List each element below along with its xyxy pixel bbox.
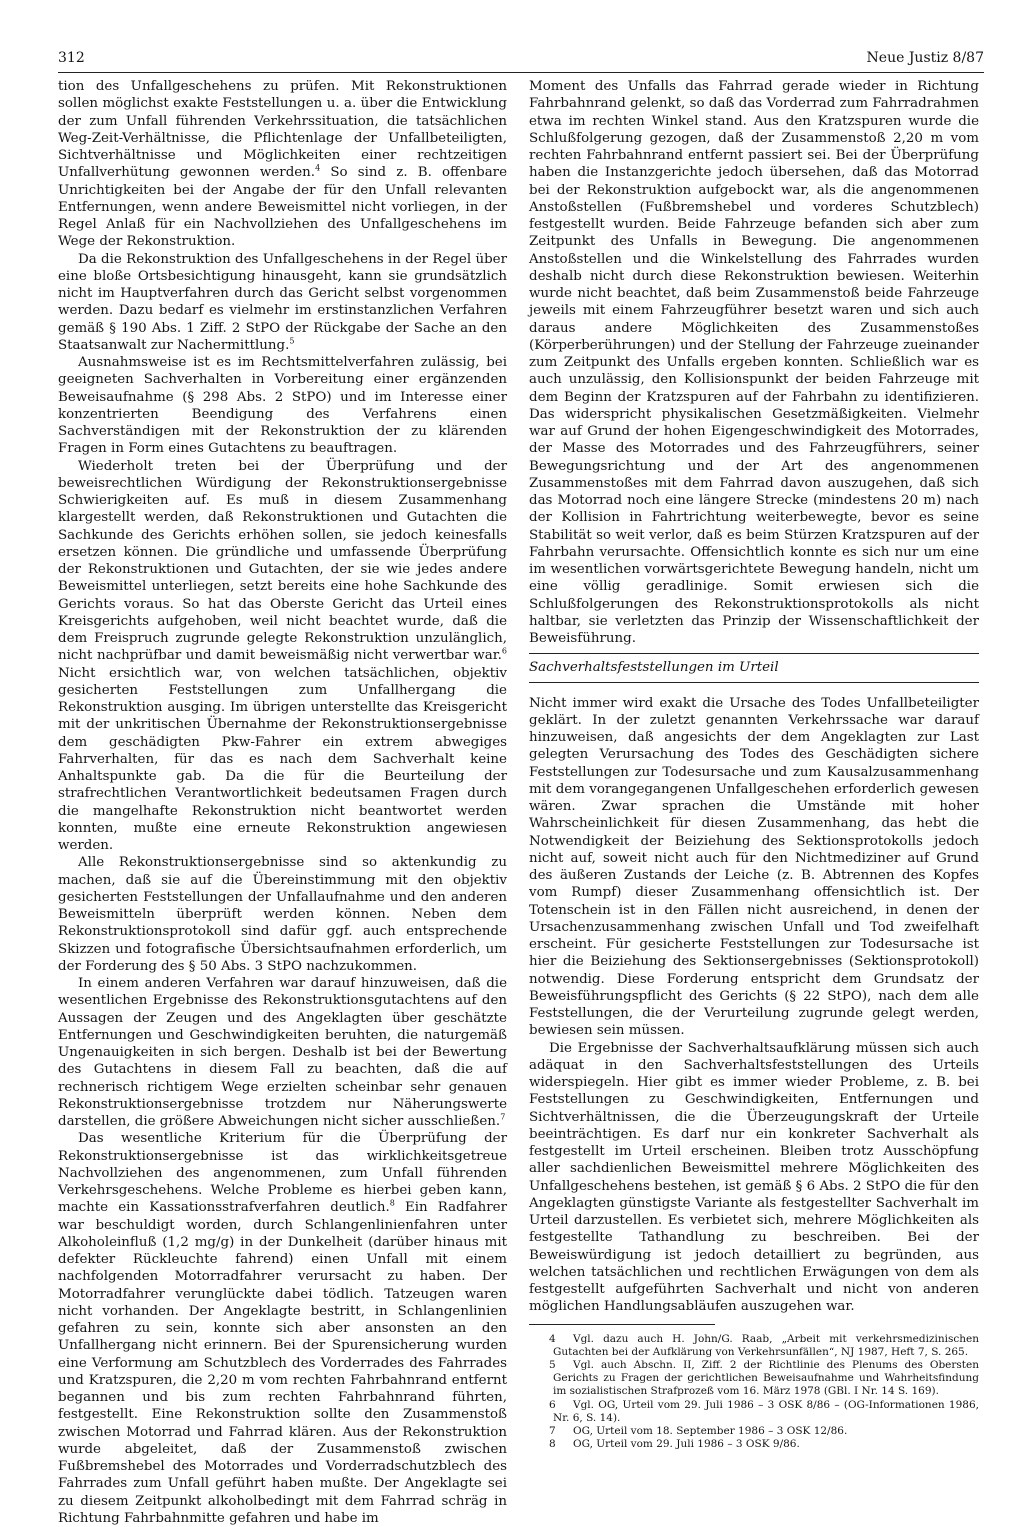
footnote-ref: 5 [289, 336, 295, 346]
footnote: 4 Vgl. dazu auch H. John/G. Raab, „Arbeit mit verkehrsmedizinischen Gutachten bei der Aufklärung von Verkehrsunfällen“, NJ 1987, Heft 7, S. 265. [549, 1332, 979, 1358]
footnote-ref: 8 [389, 1198, 395, 1208]
header-rule [58, 72, 984, 73]
footnote-separator [529, 1324, 715, 1325]
right-column [529, 78, 979, 1451]
footnote-ref: 4 [315, 163, 321, 173]
paragraph: Alle Rekonstruktionsergebnisse sind so aktenkundig zu machen, daß sie auf die Übereinstimmung mit den objektiv gesicherten Feststellungen der Unfallaufnahme und den anderen Beweismitteln überprüft werden können. Neben dem Rekonstruktionsprotokoll sind dafür ggf. auch entsprechende Skizzen und fotografische Übersichtsaufnahmen erforderlich, um der Forderung des § 50 Abs. 3 StPO nachzukommen. [58, 855, 507, 974]
section-heading-box [529, 653, 979, 682]
paragraph: Wiederholt treten bei der Überprüfung und der beweisrechtlichen Würdigung der Rekonstruktionsergebnisse Schwierigkeiten auf. Es muß in diesem Zusammenhang klargestellt werden, daß Rekonstruktionen und Gutachten die Sachkunde des Gerichts erhöhen sollen, sie jedoch keinesfalls ersetzen können. Die gründliche und umfassende Überprüfung der Rekonstruktionen und Gutachten, der sie wie jedes andere Beweismittel unterliegen, setzt bereits eine hohe Sachkunde des Gerichts voraus. So hat das Oberste Gericht das Urteil eines Kreisgerichts aufgehoben, weil nicht beachtet wurde, daß die dem Freispruch zugrunde gelegte Rekonstruktion unzulänglich, nicht nachprüfbar und damit beweismäßig nicht verwertbar war.$^6$ Nicht ersichtlich war, von welchen tatsächlichen, objektiv gesicherten Feststellungen zum Unfallhergang die Rekonstruktion ausging. Im übrigen unterstellte das Kreisgericht mit der unkritischen Übernahme der Rekonstruktionsergebnisse dem geschädigten Pkw-Fahrer ein extrem abwegiges Fahrverhalten, für das es nach dem Sachverhalt keine Anhaltspunkte gab. Da die für die Beurteilung der strafrechtlichen Verantwortlichkeit bedeutsamen Fragen durch die mangelhafte Rekonstruktion nicht beantwortet werden konnten, mußte eine erneute Rekonstruktion angewiesen werden. [58, 458, 507, 853]
paragraph: Die Ergebnisse der Sachverhaltsaufklärung müssen sich auch adäquat in den Sachverhaltsfeststellungen des Urteils widerspiegeln. Hier gibt es immer wieder Probleme, z. B. bei Feststellungen zu Geschwindigkeiten, Entfernungen und Sichtverhältnissen, die die Überzeugungskraft der Urteile beeinträchtigen. Es darf nur ein konkreter Sachverhalt als festgestellt im Urteil erscheinen. Bleiben trotz Ausschöpfung aller sachdienlichen Beweismittel mehrere Möglichkeiten des Unfallgeschehens bestehen, ist gemäß § 6 Abs. 2 StPO die für den Angeklagten günstigste Variante als festgestellter Sachverhalt im Urteil darzustellen. Es verbietet sich, mehrere Möglichkeiten als festgestellte Tathandlung zu beschreiben. Bei der Beweiswürdigung ist jedoch detailliert zu begründen, aus welchen tatsächlichen und rechtlichen Erwägungen von dem als festgestellt aufgeführten Sachverhalt und nicht von anderen möglichen Handlungsabläufen auszugehen war. [529, 1040, 979, 1315]
footnote-ref: 6 [501, 646, 507, 656]
paragraph: tion des Unfallgeschehens zu prüfen. Mit Rekonstruktionen sollen möglichst exakte Feststellungen u. a. über die Entwicklung der zum Unfall führenden Verkehrssituation, die tatsächlichen Weg-Zeit-Verhältnisse, die Pflichtenlage der Unfallbeteiligten, Sichtverhältnisse und Möglichkeiten einer rechtzeitigen Unfallverhütung gewonnen werden.$^4$ So sind z. B. offenbare Unrichtigkeiten bei der Angabe der für den Unfall relevanten Entfernungen, wenn andere Beweismittel nicht vorliegen, in der Regel Anlaß für ein Nachvollziehen des Unfallgeschehens im Wege der Rekonstruktion. [58, 79, 508, 250]
paragraph: Moment des Unfalls das Fahrrad gerade wieder in Richtung Fahrbahnrand gelenkt, so daß das Vorderrad zum Fahrradrahmen etwa im rechten Winkel stand. Aus den Kratzspuren wurde die Schlußfolgerung gezogen, daß der Zusammenstoß 2,20 m vom rechten Fahrbahnrand entfernt passiert sei. Bei der Überprüfung haben die Instanzgerichte jedoch übersehen, daß das Motorrad bei der Rekonstruktion aufgebockt war, als die angenommenen Anstoßstellen (Fußbremshebel und vorderes Schutzblech) festgestellt wurden. Beide Fahrzeuge befanden sich aber zum Zeitpunkt des Unfalls in Bewegung. Die angenommenen Anstoßstellen und die Winkelstellung des Fahrrades wurden deshalb nicht durch diese Rekonstruktion bewiesen. Weiterhin wurde nicht beachtet, daß beim Zusammenstoß beide Fahrzeuge jeweils mit einem Fahrzeugführer besetzt waren und sich auch daraus andere Möglichkeiten des Zusammenstoßes (Körperberührungen) und der Stellung der Fahrzeuge zueinander zum Zeitpunkt des Unfalls ergeben konnten. Schließlich war es auch unzulässig, den Kollisionspunkt der beiden Fahrzeuge mit dem Beginn der Kratzspuren auf der Fahrbahn zu identifizieren. Das widerspricht physikalischen Gesetzmäßigkeiten. Vielmehr war auf Grund der hohen Eigengeschwindigkeit des Motorrades, der Masse des Motorrades und des Fahrzeugführers, seiner Bewegungsrichtung und der Art des angenommenen Zusammenstoßes mit dem Fahrrad davon auszugehen, daß sich das Motorrad noch eine längere Strecke (mindestens 20 m) nach der Kollision in Fahrtrichtung weiterbewegte, bevor es seine Stabilität so weit verlor, daß es beim Stürzen Kratzspuren auf der Fahrbahn verursachte. Offensichtlich konnte es sich nur um eine im wesentlichen vorwärtsgerichtete Bewegung handeln, nicht um eine völlig geradlinige. Somit erwiesen sich die Schlußfolgerungen des Rekonstruktionsprotokolls als nicht haltbar, sie verletzten das Prinzip der Wissenschaftlichkeit der Beweisführung. [529, 79, 979, 646]
footnote: 7 OG, Urteil vom 18. September 1986 – 3 OSK 12/86. [549, 1424, 848, 1437]
paragraph: In einem anderen Verfahren war darauf hinzuweisen, daß die wesentlichen Ergebnisse des Rekonstruktionsgutachtens auf den Aussagen der Zeugen und des Angeklagten über geschätzte Entfernungen und Geschwindigkeiten beruhten, die naturgemäß Ungenauigkeiten in sich bergen. Deshalb ist bei der Bewertung des Gutachtens in diesem Fall zu beachten, daß die auf rechnerisch richtigem Wege erzielten scheinbar sehr genauen Rekonstruktionsergebnisse trotzdem nur Näherungswerte darstellen, die größere Abweichungen nicht sicher ausschließen.$^7$ [58, 976, 507, 1129]
paragraph: Da die Rekonstruktion des Unfallgeschehens in der Regel über eine bloße Ortsbesichtigung hinausgeht, kann sie grundsätzlich nicht im Hauptverfahren durch das Gericht selbst vorgenommen werden. Dazu bedarf es vielmehr im erstinstanzlichen Verfahren gemäß § 190 Abs. 1 Ziff. 2 StPO der Rückgabe der Sache an den Staatsanwalt zur Nachermittlung.$^5$ [58, 251, 507, 353]
paragraph: Das wesentliche Kriterium für die Überprüfung der Rekonstruktionsergebnisse ist das wirklichkeitsgetreue Nachvollziehen des angenommenen, zum Unfall führenden Verkehrsgeschehens. Welche Probleme es hierbei geben kann, machte ein Kassationsstrafverfahren deutlich.$^8$ Ein Radfahrer war beschuldigt worden, durch Schlangenlinienfahren unter Alkoholeinfluß (1,2 mg/g) in der Dunkelheit (darüber hinaus mit defekter Rückleuchte fahrend) einen Unfall mit einem nachfolgenden Motorradfahrer verursacht zu haben. Der Motorradfahrer verunglückte dabei tödlich. Tatzeugen waren nicht vorhanden. Der Angeklagte bestritt, in Schlangenlinien gefahren zu sein, konnte sich aber ansonsten an den Unfallhergang nicht erinnern. Bei der Spurensicherung wurden eine Verformung am Schutzblech des Vorderrades des Fahrrades und Kratzspuren, die 2,20 m vom rechten Fahrbahnrand entfernt begannen und bis zum rechten Fahrbahnrand führten, festgestellt. Eine Rekonstruktion sollte den Zusammenstoß zwischen Motorrad und Fahrrad klären. Aus der Rekonstruktion wurde abgeleitet, daß der Zusammenstoß zwischen Fußbremshebel des Motorrades und Vorderradschutzblech des Fahrrades zum Unfall geführt haben mußte. Der Angeklagte sei zu diesem Zeitpunkt alkoholbedingt mit dem Fahrrad schräg in Richtung Fahrbahnmitte gefahren und habe im [58, 1131, 507, 1526]
footnote-ref: 7 [500, 1112, 506, 1122]
page-number: 312 [58, 50, 85, 66]
section-title: Sachverhaltsfeststellungen im Urteil [529, 660, 779, 676]
left-column [58, 78, 507, 1527]
footnote: 6 Vgl. OG, Urteil vom 29. Juli 1986 – 3 OSK 8/86 – (OG-Informationen 1986, Nr. 6, S. 14). [549, 1398, 979, 1424]
paragraph: Nicht immer wird exakt die Ursache des Todes Unfallbeteiligter geklärt. In der zuletzt genannten Verkehrssache war darauf hinzuweisen, daß angesichts der dem Angeklagten zur Last gelegten Verursachung des Todes des Geschädigten sichere Feststellungen zur Todesursache und zum Kausalzusammenhang mit dem vorangegangenen Unfallgeschehen erforderlich gewesen wären. Zwar sprachen die Umstände mit hoher Wahrscheinlichkeit für diesen Zusammenhang, das hebt die Notwendigkeit der Beiziehung des Sektionsprotokolls jedoch nicht auf, soweit nicht auch für den Nichtmediziner auf Grund des äußeren Zustands der Leiche (z. B. Abtrennen des Kopfes vom Rumpf) dieser Zusammenhang offensichtlich ist. Der Totenschein ist in den Fällen nicht ausreichend, in denen der Ursachenzusammenhang zwischen Unfall und Tod zweifelhaft erscheint. Für gesicherte Feststellungen zur Todesursache ist hier die Beiziehung des Sektionsergebnisses (Sektionsprotokoll) notwendig. Diese Forderung entspricht dem Grundsatz der Beweisführungspflicht des Gerichts (§ 22 StPO), nach dem alle Feststellungen, die der Verurteilung zugrunde gelegt werden, bewiesen sein müssen. [529, 695, 979, 1039]
journal-issue: Neue Justiz 8/87 [866, 50, 984, 66]
paragraph: Ausnahmsweise ist es im Rechtsmittelverfahren zulässig, bei geeigneten Sachverhalten in Vorbereitung einer ergänzenden Beweisaufnahme (§ 298 Abs. 2 StPO) und im Interesse einer konzentrierten Beendigung des Verfahrens einen Sachverständigen mit der Rekonstruktion der zu klärenden Fragen in Form eines Gutachtens zu beauftragen. [58, 355, 507, 457]
page-header [58, 50, 984, 72]
footnote: 8 OG, Urteil vom 29. Juli 1986 – 3 OSK 9/86. [549, 1438, 800, 1451]
footnotes [529, 1333, 979, 1452]
footnote: 5 Vgl. auch Abschn. II, Ziff. 2 der Richtlinie des Plenums des Obersten Gerichts zu Fragen der gerichtlichen Beweisaufnahme und Wahrheitsfindung im sozialistischen Strafprozeß vom 16. März 1978 (GBl. I Nr. 14 S. 169). [549, 1358, 979, 1398]
